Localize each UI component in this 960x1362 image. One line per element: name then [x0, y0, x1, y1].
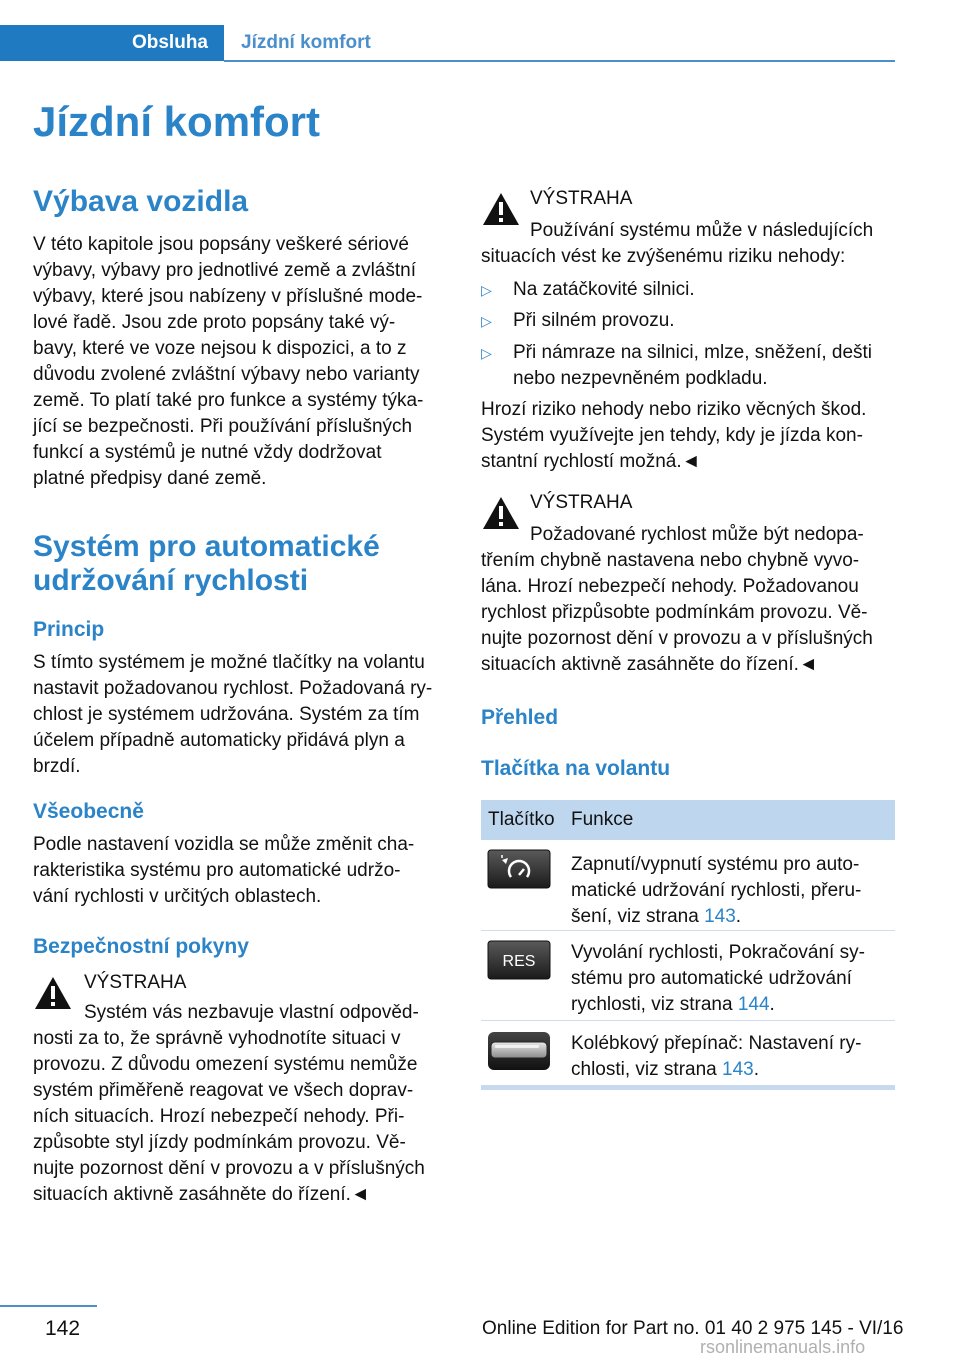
text-line: matické udržování rychlosti, přeru- [571, 880, 862, 901]
text-line: účelem případně automaticky přidává plyn a [33, 730, 405, 751]
text-span: šení, viz strana [571, 906, 705, 927]
warning-title: VÝSTRAHA [84, 972, 187, 993]
row-divider [481, 1020, 895, 1021]
cruise-on-off-button-icon [487, 849, 551, 889]
text-line: nastavit požadovanou rychlost. Požadovaná ry- [33, 678, 433, 699]
text-line: platné předpisy dané země. [33, 468, 267, 489]
table-row-function [571, 940, 891, 1018]
text-line: lána. Hrozí nebezpečí nehody. Požadovanou [481, 576, 859, 597]
text-line: výbavy, výbavy pro jednotlivé země a zvláštní [33, 260, 416, 281]
header-section-label: Obsluha [131, 32, 208, 53]
text-line: výbavy, které jsou nabízeny v příslušné mode- [33, 286, 423, 307]
text-line: jící se bezpečnosti. Při používání příslušných [33, 416, 413, 437]
text-span: rychlosti, viz strana [571, 994, 738, 1015]
text-line: Vyvolání rychlosti, Pokračování sy- [571, 942, 865, 963]
text-span: chlosti, viz strana [571, 1059, 722, 1080]
res-button-label: RES [502, 953, 536, 970]
text-line: ních situacích. Hrozí nebezpečí nehody. Při- [33, 1106, 405, 1127]
watermark: rsonlinemanuals.info [700, 1337, 866, 1357]
text-line [571, 904, 891, 930]
bullet-triangle-icon: ▷ [481, 345, 492, 361]
footer-divider [0, 1305, 97, 1307]
text-line: V této kapitole jsou popsány veškeré sériové [33, 234, 409, 255]
table-bottom-rule [481, 1085, 895, 1090]
paragraph-bezpecnost [33, 1026, 425, 1208]
page-link[interactable]: 144 [737, 994, 770, 1015]
text-line: lové řadě. Jsou zde proto popsány také vý- [33, 312, 396, 333]
text-line: rakteristika systému pro automatické udržo- [33, 860, 401, 881]
bullet-triangle-icon: ▷ [481, 313, 492, 329]
text-line: S tímto systémem je možné tlačítky na volantu [33, 652, 425, 673]
text-line: provozu. Z důvodu omezení systému nemůže [33, 1054, 418, 1075]
warning-triangle-icon [481, 495, 521, 531]
list-item [481, 308, 895, 334]
text-line: stantní rychlostí možná.◄ [481, 451, 701, 472]
warning-first-line: Systém vás nezbavuje vlastní odpověd- [84, 1002, 419, 1023]
text-line: funkcí a systémů je nutné vždy dodržovat [33, 442, 382, 463]
list-item-text: Při silném provozu. [513, 310, 675, 331]
paragraph-vseobecne [33, 832, 414, 910]
page-link[interactable]: 143 [704, 906, 736, 927]
text-span: . [769, 994, 775, 1015]
table-row-function [571, 852, 891, 930]
text-line: Hrozí riziko nehody nebo riziko věcných škod. [481, 399, 867, 420]
warning-triangle-icon [481, 191, 521, 227]
text-line: Kolébkový přepínač: Nastavení ry- [571, 1033, 862, 1054]
list-item-text [513, 340, 895, 392]
rocker-switch-icon [487, 1031, 551, 1071]
text-line: Při námraze na silnici, mlze, sněžení, dešti [513, 342, 873, 363]
header-divider [224, 60, 895, 62]
edition-note: Online Edition for Part no. 01 40 2 975 145 - VI/16 [482, 1318, 904, 1339]
heading-prehled: Přehled [481, 706, 559, 729]
text-line: stému pro automatické udržování [571, 968, 852, 989]
heading-line: udržování rychlosti [33, 564, 309, 597]
page-title: Jízdní komfort [33, 98, 321, 145]
heading-line: Systém pro automatické [33, 530, 380, 563]
text-line: chlost je systémem udržována. Systém za tím [33, 704, 420, 725]
text-line: Podle nastavení vozidla se může změnit cha- [33, 834, 415, 855]
heading-vseobecne: Všeobecně [33, 800, 144, 823]
warning-triangle-icon [33, 975, 73, 1011]
warning-first-line: Požadované rychlost může být nedopa- [530, 524, 864, 545]
text-line: nujte pozornost dění v provozu a v příslušných [33, 1158, 425, 1179]
text-line: bavy, které ve voze nejsou k dispozici, a to z [33, 338, 407, 359]
text-line [571, 992, 891, 1018]
res-button-icon [487, 940, 551, 980]
heading-vybava: Výbava vozidla [33, 185, 249, 218]
text-line: nujte pozornost dění v provozu a v příslušných [481, 628, 873, 649]
paragraph-warning2 [481, 548, 873, 678]
paragraph-warning1-end [481, 397, 866, 475]
text-span: . [735, 906, 742, 927]
text-line: Zapnutí/vypnutí systému pro auto- [571, 854, 860, 875]
warning-line: situacích vést ke zvýšenému riziku nehody: [481, 246, 846, 267]
table-header-cell: Tlačítko [488, 809, 555, 830]
text-line: důvodu zvolené zvláštní výbavy nebo varianty [33, 364, 420, 385]
table-header-cell: Funkce [571, 809, 634, 830]
list-item [481, 277, 895, 303]
text-line: brzdí. [33, 756, 81, 777]
page-number: 142 [45, 1317, 81, 1340]
header-chapter-label: Jízdní komfort [241, 32, 371, 53]
text-line: třením chybně nastavena nebo chybně vyvo- [481, 550, 860, 571]
heading-tlacitka: Tlačítka na volantu [481, 757, 671, 780]
warning-first-line: Používání systému může v následujících [530, 220, 874, 241]
text-line: systém přiměřeně reagovat ve všech doprav- [33, 1080, 414, 1101]
table-row-function [571, 1031, 891, 1083]
list-item-text: Na zatáčkovité silnici. [513, 279, 695, 300]
text-line: Systém využívejte jen tehdy, kdy je jízda kon- [481, 425, 863, 446]
text-line: země. To platí také pro funkce a systémy týka- [33, 390, 424, 411]
text-line: situacích aktivně zasáhněte do řízení.◄ [33, 1184, 370, 1205]
paragraph-vybava [33, 232, 423, 492]
text-span: . [753, 1059, 759, 1080]
text-line: situacích aktivně zasáhněte do řízení.◄ [481, 654, 818, 675]
text-line: vání rychlosti v určitých oblastech. [33, 886, 322, 907]
heading-princip: Princip [33, 618, 105, 641]
text-line: způsobte styl jízdy podmínkám provozu. Vě- [33, 1132, 406, 1153]
warning-title: VÝSTRAHA [530, 188, 633, 209]
bullet-triangle-icon: ▷ [481, 282, 492, 298]
heading-bezpecnost: Bezpečnostní pokyny [33, 935, 249, 958]
warning-title: VÝSTRAHA [530, 492, 633, 513]
text-line: rychlost přizpůsobte podmínkám provozu. Vě- [481, 602, 868, 623]
heading-system [33, 530, 380, 598]
page-link[interactable]: 143 [722, 1059, 754, 1080]
text-line: nosti za to, že správně vyhodnotíte situaci v [33, 1028, 401, 1049]
text-line [571, 1057, 891, 1083]
row-divider [481, 930, 895, 931]
list-item [481, 340, 895, 392]
paragraph-princip [33, 650, 432, 780]
text-line: nebo nezpevněném podkladu. [513, 368, 768, 389]
